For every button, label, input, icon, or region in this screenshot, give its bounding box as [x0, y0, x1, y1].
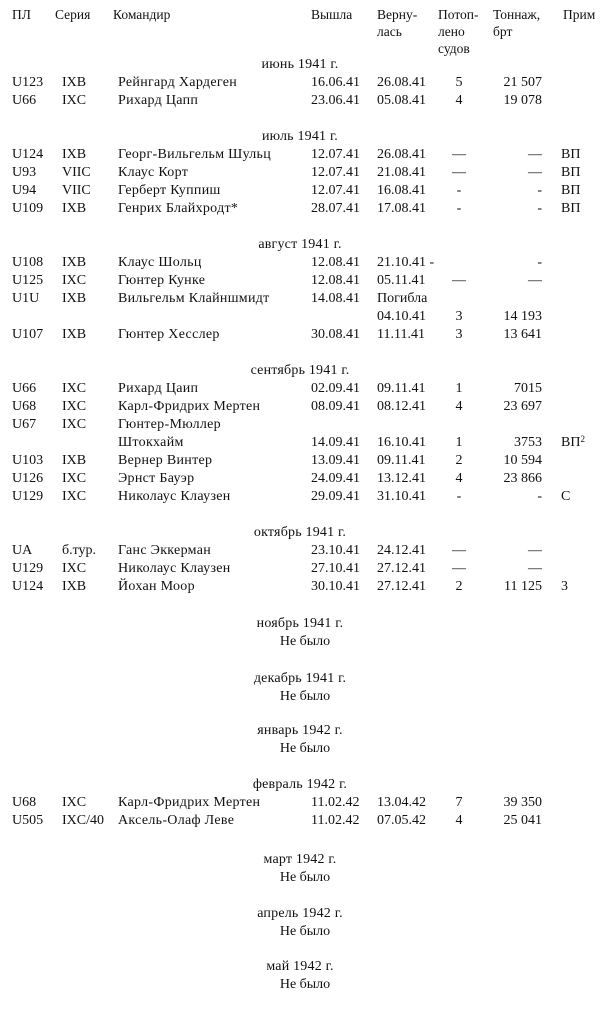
sunk-cell: 7	[455, 795, 463, 810]
sunk-cell: —	[452, 165, 466, 180]
commander-cell: Генрих Блайхродт*	[118, 201, 239, 216]
commander-cell: Йохан Моор	[118, 579, 195, 594]
returned-cell: 26.08.41	[377, 75, 426, 90]
departed-cell: 27.10.41	[311, 561, 360, 576]
header-returned-2: лась	[377, 24, 402, 39]
commander-cell: Карл-Фридрих Мертен	[118, 795, 261, 810]
sunk-cell: 4	[455, 399, 463, 414]
departed-cell: 14.09.41	[311, 435, 360, 450]
departed-cell: 23.10.41	[311, 543, 360, 558]
series-cell: IXC	[62, 417, 87, 432]
footnote-marker: 2	[580, 434, 585, 444]
tonnage-cell: 3753	[514, 435, 542, 450]
returned-cell: 05.11.41	[377, 273, 426, 288]
commander-cell: Клаус Корт	[118, 165, 189, 180]
commander-cell: Гюнтер Кунке	[118, 273, 206, 288]
month-heading: сентябрь 1941 г.	[250, 363, 350, 378]
returned-cell: 09.11.41	[377, 381, 426, 396]
series-cell: IXC/40	[62, 813, 104, 828]
month-heading: июль 1941 г.	[261, 129, 339, 144]
returned-cell: 13.12.41	[377, 471, 426, 486]
tonnage-cell: —	[528, 165, 542, 180]
note-cell: 3	[561, 579, 568, 594]
returned-cell: 05.08.41	[377, 93, 426, 108]
sunk-cell: -	[456, 183, 462, 198]
returned-cell: 13.04.42	[377, 795, 426, 810]
returned-cell: 17.08.41	[377, 201, 426, 216]
no-patrols-text: Не было	[279, 689, 331, 704]
month-heading: апрель 1942 г.	[257, 906, 343, 921]
series-cell: IXC	[62, 489, 87, 504]
departed-cell: 12.07.41	[311, 147, 360, 162]
tonnage-cell: -	[537, 183, 542, 198]
boat-cell: U123	[12, 75, 44, 90]
boat-cell: U505	[12, 813, 44, 828]
commander-cell: Карл-Фридрих Мертен	[118, 399, 261, 414]
month-heading: март 1942 г.	[263, 852, 337, 867]
tonnage-cell: 21 507	[503, 75, 542, 90]
note-cell: ВП	[561, 147, 581, 162]
month-heading: июнь 1941 г.	[261, 57, 339, 72]
series-cell: IXC	[62, 273, 87, 288]
sunk-cell: -	[456, 489, 462, 504]
boat-cell: U129	[12, 561, 44, 576]
series-cell: б.тур.	[62, 543, 97, 558]
boat-cell: U93	[12, 165, 37, 180]
header-note: Прим	[563, 7, 596, 22]
header-series: Серия	[55, 7, 91, 22]
commander-cell: Рейнгард Хардеген	[118, 75, 238, 90]
note-cell: C	[561, 489, 571, 504]
sunk-cell: 3	[455, 309, 463, 324]
departed-cell: 23.06.41	[311, 93, 360, 108]
tonnage-cell: 25 041	[503, 813, 542, 828]
tonnage-cell: 11 125	[504, 579, 542, 594]
commander-cell: Клаус Шольц	[118, 255, 202, 270]
boat-cell: U68	[12, 795, 37, 810]
departed-cell: 12.07.41	[311, 183, 360, 198]
returned-cell: 11.11.41	[377, 327, 425, 342]
series-cell: IXB	[62, 291, 87, 306]
header-tonnage-1: Тоннаж,	[493, 7, 541, 22]
tonnage-cell: -	[537, 489, 542, 504]
series-cell: IXC	[62, 93, 87, 108]
header-sunk-2: лено	[438, 24, 465, 39]
departed-cell: 16.06.41	[311, 75, 360, 90]
header-departed: Вышла	[311, 7, 353, 22]
series-cell: IXC	[62, 399, 87, 414]
tonnage-cell: 14 193	[503, 309, 542, 324]
returned-cell: 21.08.41	[377, 165, 426, 180]
commander-cell: Николаус Клаузен	[118, 561, 231, 576]
sunk-cell: 2	[455, 579, 463, 594]
commander-cell: Рихард Цаип	[118, 381, 199, 396]
boat-cell: U109	[12, 201, 44, 216]
header-commander: Командир	[113, 7, 171, 22]
sunk-cell: 1	[455, 435, 463, 450]
note-cell: ВП	[561, 183, 581, 198]
boat-cell: U107	[12, 327, 44, 342]
no-patrols-text: Не было	[279, 977, 331, 992]
sunk-cell: -	[456, 201, 462, 216]
sunk-cell: 2	[455, 453, 463, 468]
series-cell: IXB	[62, 579, 87, 594]
tonnage-cell: -	[537, 255, 542, 270]
month-heading: август 1941 г.	[258, 237, 342, 252]
sunk-cell: 4	[455, 93, 463, 108]
boat-cell: U68	[12, 399, 37, 414]
note-cell: ВП	[561, 201, 581, 216]
commander-cell: Вильгельм Клайншмидт	[118, 291, 270, 306]
header-tonnage-2: брт	[493, 24, 513, 39]
series-cell: IXC	[62, 561, 87, 576]
sunk-cell: 4	[455, 471, 463, 486]
tonnage-cell: —	[528, 147, 542, 162]
tonnage-cell: 39 350	[503, 795, 542, 810]
departed-cell: 24.09.41	[311, 471, 360, 486]
returned-cell: 09.11.41	[377, 453, 426, 468]
note-cell: ВП	[561, 165, 581, 180]
returned-cell: 07.05.42	[377, 813, 426, 828]
boat-cell: U67	[12, 417, 37, 432]
returned-cell: 16.08.41	[377, 183, 426, 198]
departed-cell: 29.09.41	[311, 489, 360, 504]
series-cell: IXC	[62, 471, 87, 486]
no-patrols-text: Не было	[279, 634, 331, 649]
series-cell: IXB	[62, 255, 87, 270]
departed-cell: 14.08.41	[311, 291, 360, 306]
commander-cell: Георг-Вильгельм Шульц	[118, 147, 272, 162]
no-patrols-text: Не было	[279, 924, 331, 939]
commander-cell: Вернер Винтер	[118, 453, 213, 468]
note-text: ВП	[561, 435, 581, 450]
month-heading: декабрь 1941 г.	[253, 671, 347, 686]
departed-cell: 12.08.41	[311, 273, 360, 288]
returned-cell: 04.10.41	[377, 309, 426, 324]
sunk-cell: 1	[455, 381, 463, 396]
series-cell: IXB	[62, 201, 87, 216]
tonnage-cell: —	[528, 561, 542, 576]
series-cell: VIIC	[62, 165, 91, 180]
returned-cell: 27.12.41	[377, 579, 426, 594]
returned-cell: 21.10.41 -	[377, 255, 435, 270]
sunk-cell: —	[452, 561, 466, 576]
returned-cell: 26.08.41	[377, 147, 426, 162]
boat-cell: U126	[12, 471, 44, 486]
departed-cell: 30.10.41	[311, 579, 360, 594]
commander-cell: Ганс Эккерман	[118, 543, 212, 558]
no-patrols-text: Не было	[279, 741, 331, 756]
commander-cell: Николаус Клаузен	[118, 489, 231, 504]
boat-cell: U103	[12, 453, 44, 468]
boat-cell: U129	[12, 489, 44, 504]
departed-cell: 13.09.41	[311, 453, 360, 468]
departed-cell: 30.08.41	[311, 327, 360, 342]
departed-cell: 12.07.41	[311, 165, 360, 180]
commander-cell: Рихард Цапп	[118, 93, 199, 108]
returned-cell: 31.10.41	[377, 489, 426, 504]
month-heading: май 1942 г.	[266, 959, 334, 974]
commander-cell: Эрнст Бауэр	[118, 471, 195, 486]
boat-cell: U66	[12, 93, 37, 108]
month-heading: ноябрь 1941 г.	[256, 616, 344, 631]
header-sunk-3: судов	[438, 41, 470, 56]
tonnage-cell: -	[537, 201, 542, 216]
month-heading: январь 1942 г.	[257, 723, 343, 738]
series-cell: IXC	[62, 795, 87, 810]
boat-cell: U124	[12, 579, 44, 594]
sunk-cell: 4	[455, 813, 463, 828]
departed-cell: 11.02.42	[311, 813, 360, 828]
series-cell: IXB	[62, 75, 87, 90]
returned-cell: 27.12.41	[377, 561, 426, 576]
tonnage-cell: 7015	[514, 381, 542, 396]
commander-cell: Гюнтер-Мюллер	[118, 417, 221, 432]
series-cell: IXB	[62, 147, 87, 162]
departed-cell: 12.08.41	[311, 255, 360, 270]
boat-cell: UA	[12, 543, 33, 558]
tonnage-cell: 13 641	[503, 327, 542, 342]
series-cell: IXB	[62, 327, 87, 342]
boat-cell: U1U	[12, 291, 40, 306]
tonnage-cell: —	[528, 543, 542, 558]
tonnage-cell: 19 078	[503, 93, 542, 108]
header-sunk-1: Потоп-	[438, 7, 479, 22]
tonnage-cell: —	[528, 273, 542, 288]
returned-cell: Погибла	[377, 291, 428, 306]
series-cell: IXC	[62, 381, 87, 396]
tonnage-cell: 23 866	[503, 471, 542, 486]
sunk-cell: —	[452, 147, 466, 162]
tonnage-cell: 10 594	[503, 453, 542, 468]
departed-cell: 08.09.41	[311, 399, 360, 414]
returned-cell: 08.12.41	[377, 399, 426, 414]
sunk-cell: 3	[455, 327, 463, 342]
sunk-cell: —	[452, 273, 466, 288]
series-cell: IXB	[62, 453, 87, 468]
note-cell	[561, 434, 585, 452]
commander-cell: Герберт Куппиш	[118, 183, 221, 198]
sunk-cell: 5	[455, 75, 463, 90]
boat-cell: U66	[12, 381, 37, 396]
boat-cell: U108	[12, 255, 44, 270]
tonnage-cell: 23 697	[503, 399, 542, 414]
returned-cell: 16.10.41	[377, 435, 426, 450]
departed-cell: 02.09.41	[311, 381, 360, 396]
header-boat: ПЛ	[12, 7, 31, 22]
series-cell: VIIC	[62, 183, 91, 198]
departed-cell: 11.02.42	[311, 795, 360, 810]
month-heading: февраль 1942 г.	[252, 777, 348, 792]
header-returned-1: Верну-	[377, 7, 418, 22]
no-patrols-text: Не было	[279, 870, 331, 885]
month-heading: октябрь 1941 г.	[253, 525, 347, 540]
returned-cell: 24.12.41	[377, 543, 426, 558]
boat-cell: U94	[12, 183, 37, 198]
commander-cell: Аксель-Олаф Леве	[118, 813, 235, 828]
boat-cell: U124	[12, 147, 44, 162]
commander-cell: Штокхайм	[118, 435, 184, 450]
departed-cell: 28.07.41	[311, 201, 360, 216]
boat-cell: U125	[12, 273, 44, 288]
commander-cell: Гюнтер Хесслер	[118, 327, 220, 342]
sunk-cell: —	[452, 543, 466, 558]
